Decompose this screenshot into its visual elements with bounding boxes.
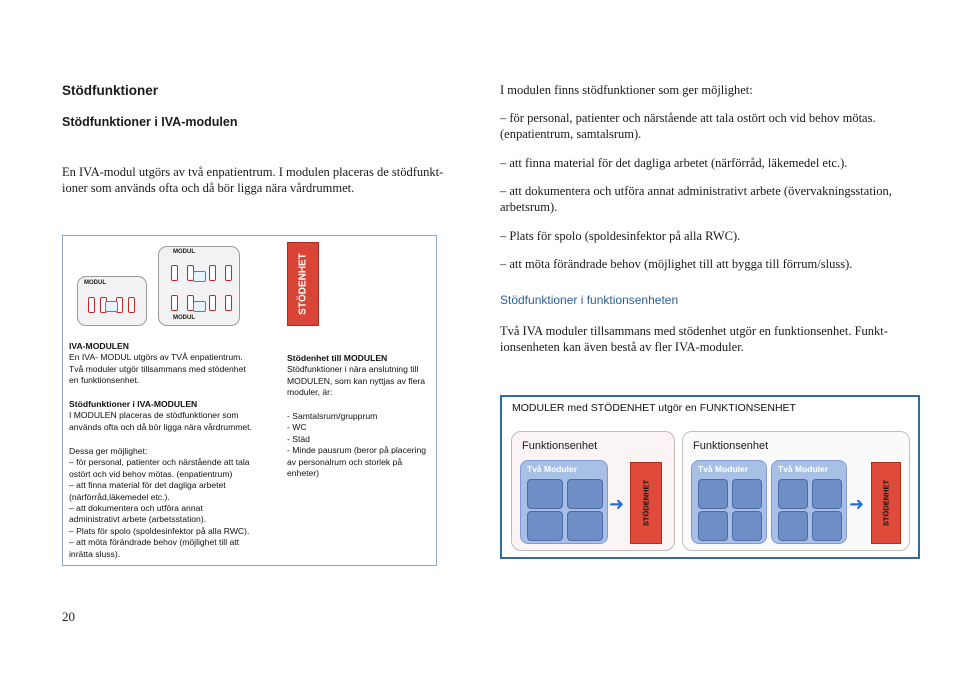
fig-line: Stödfunktioner i nära anslutning till xyxy=(287,364,419,375)
stodenhet-label: STÖDENHET xyxy=(297,253,309,315)
arrow-right-icon: ➜ xyxy=(609,494,625,515)
fig-line: – Plats för spolo (spoldesinfektor på alla RWC). xyxy=(69,525,250,536)
iva-modulen-text xyxy=(69,341,279,387)
fig-line: Två moduler utgör tillsammans med stödenhet xyxy=(69,363,246,374)
module-diagram-top xyxy=(158,246,240,326)
fig-line: en funktionsenhet. xyxy=(69,375,140,386)
two-modules-label: Två Moduler xyxy=(698,464,749,474)
fig-line: ostört och vid behov mötas. (enpatientrum) xyxy=(69,468,233,479)
two-modules-label: Två Moduler xyxy=(527,464,578,474)
stodenhet-block xyxy=(287,242,319,326)
paragraph-line: ioner som används ofta och då bör ligga nära vårdrummet. xyxy=(62,181,355,195)
mojlighet-text xyxy=(69,446,284,560)
fig-line: – för personal, patienter och närstående att tala xyxy=(69,457,250,468)
list-line: – för personal, patienter och närstående att tala ostört och vid behov mötas. xyxy=(500,111,876,125)
arrow-right-icon: ➜ xyxy=(849,494,865,515)
fig-line: – att dokumentera och utföra annat xyxy=(69,503,203,514)
module-room xyxy=(698,511,728,541)
funktionsenhet-box xyxy=(682,431,910,551)
list-item xyxy=(500,110,920,142)
module-room xyxy=(778,479,808,509)
paragraph-line: En IVA-modul utgörs av två enpatientrum. I modulen placeras de stödfunkt- xyxy=(62,165,444,179)
bed-icon xyxy=(225,265,232,281)
module-diagram-small xyxy=(77,276,147,326)
subsection-heading: Stödfunktioner i IVA-modulen xyxy=(62,115,238,129)
stodenhet-label: STÖDENHET xyxy=(881,479,891,527)
bed-icon xyxy=(128,297,135,313)
fig-line: IVA-MODULEN xyxy=(69,341,129,351)
right-paragraph xyxy=(500,323,920,355)
stodenhet-block xyxy=(630,462,662,544)
module-room xyxy=(778,511,808,541)
list-line: – att dokumentera och utföra annat administrativt arbete (övervakningsstation, xyxy=(500,184,892,198)
list-line: – att möta förändrade behov (möjlighet till att bygga till förrum/sluss). xyxy=(500,257,853,271)
fig-line: (närförråd,läkemedel etc.). xyxy=(69,491,170,502)
module-label: MODUL xyxy=(84,280,106,286)
list-item xyxy=(500,155,920,171)
right-intro: I modulen finns stödfunktioner som ger möjlighet: xyxy=(500,83,753,97)
fig-line: - Städ xyxy=(287,433,310,444)
paragraph-line: Två IVA moduler tillsammans med stödenhet utgör en funktionsenhet. Funkt- xyxy=(500,324,888,338)
left-paragraph xyxy=(62,164,482,196)
module-room xyxy=(527,511,563,541)
unit-label: Funktionsenhet xyxy=(693,440,769,452)
page-number: 20 xyxy=(62,609,75,624)
bed-icon xyxy=(171,295,178,311)
module-room xyxy=(732,511,762,541)
paragraph-line: ionsenheten kan även bestå av fler IVA-moduler. xyxy=(500,340,744,354)
bed-icon xyxy=(209,265,216,281)
list-line: (enpatientrum, samtalsrum). xyxy=(500,127,642,141)
bed-icon xyxy=(209,295,216,311)
list-line: – Plats för spolo (spoldesinfektor på alla RWC). xyxy=(500,229,741,243)
bed-icon xyxy=(88,297,95,313)
list-line: – att finna material för det dagliga arbetet (närförråd, läkemedel etc.). xyxy=(500,156,848,170)
stodenhet-block xyxy=(871,462,901,544)
fig-line: - Samtalsrum/grupprum xyxy=(287,411,378,421)
fig-line: - WC xyxy=(287,422,307,433)
module-label: MODUL xyxy=(173,315,195,321)
fig-line: inrätta sluss). xyxy=(69,548,121,559)
module-label: MODUL xyxy=(173,249,195,255)
module-room xyxy=(812,479,842,509)
stodenhet-list xyxy=(287,411,435,479)
stodenhet-label: STÖDENHET xyxy=(641,479,651,527)
stodfunktioner-text xyxy=(69,399,284,433)
fig-line: – att finna material för det dagliga arbetet xyxy=(69,480,226,491)
figure-title: MODULER med STÖDENHET utgör en FUNKTIONSENHET xyxy=(512,402,796,414)
funktionsenhet-figure xyxy=(500,395,920,559)
list-item xyxy=(500,183,920,215)
module-room xyxy=(812,511,842,541)
module-room xyxy=(527,479,563,509)
support-icon xyxy=(193,271,206,282)
module-room xyxy=(732,479,762,509)
fig-line: - Minde pausrum (beror på placering xyxy=(287,445,426,456)
fig-line: I MODULEN placeras de stödfunktioner som xyxy=(69,410,239,421)
fig-line: Stödfunktioner i IVA-MODULEN xyxy=(69,399,198,409)
module-room xyxy=(567,479,603,509)
bed-icon xyxy=(225,295,232,311)
list-item xyxy=(500,256,920,272)
fig-line: enheter) xyxy=(287,468,320,479)
two-modules-label: Två Moduler xyxy=(778,464,829,474)
module-room xyxy=(698,479,728,509)
fig-line: administrativt arbete (arbetsstation). xyxy=(69,514,207,525)
module-figure xyxy=(62,235,437,566)
module-room xyxy=(567,511,603,541)
fig-line: av personalrum och storlek på xyxy=(287,456,403,467)
modules-block xyxy=(771,460,847,544)
bed-icon xyxy=(171,265,178,281)
fig-line: moduler, är: xyxy=(287,387,333,398)
modules-block xyxy=(691,460,767,544)
fig-line: MODULEN, som kan nyttjas av flera xyxy=(287,375,426,386)
stodenhet-text xyxy=(287,353,435,399)
right-subheading: Stödfunktioner i funktionsenheten xyxy=(500,293,679,307)
section-heading: Stödfunktioner xyxy=(62,83,158,98)
unit-label: Funktionsenhet xyxy=(522,440,598,452)
fig-line: Dessa ger möjlighet: xyxy=(69,446,148,456)
support-icon xyxy=(105,301,118,312)
fig-line: används ofta och då bör ligga nära vårdrummet. xyxy=(69,421,252,432)
funktionsenhet-box xyxy=(511,431,675,551)
modules-block xyxy=(520,460,608,544)
fig-line: En IVA- MODUL utgörs av TVÅ enpatientrum. xyxy=(69,352,243,363)
list-item xyxy=(500,228,920,244)
support-icon xyxy=(193,301,206,312)
fig-line: – att möta förändrade behov (möjlighet till att xyxy=(69,537,240,548)
fig-line: Stödenhet till MODULEN xyxy=(287,353,388,363)
list-line: arbetsrum). xyxy=(500,200,558,214)
